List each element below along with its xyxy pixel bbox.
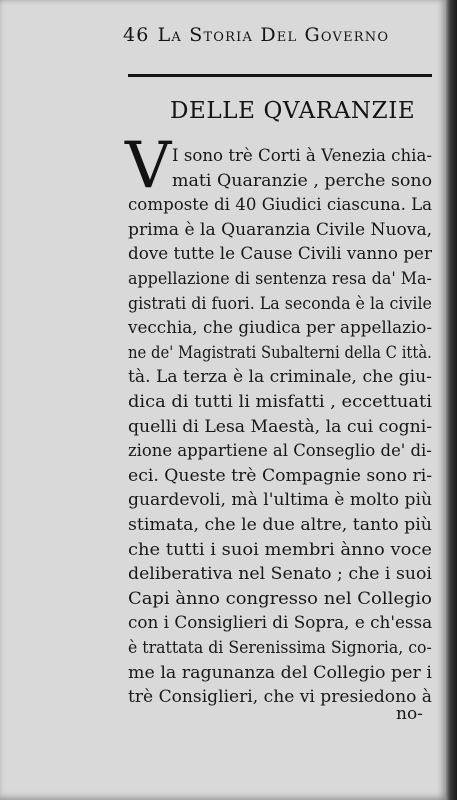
text-line: deliberativa nel Senato ; che i suoi xyxy=(128,564,432,585)
text-line: me la ragunanza del Collegio per i xyxy=(128,662,432,683)
text-line: trè Consiglieri, che vi presiedono à xyxy=(128,687,432,708)
page-edge-shadow xyxy=(446,0,457,800)
section-title: DELLE QVARANZIE xyxy=(170,98,416,124)
text-line: Capi ànno congresso nel Collegio xyxy=(128,588,432,609)
running-head xyxy=(123,24,423,46)
catchword: no- xyxy=(396,704,423,724)
text-line: appellazione di sentenza resa da' Ma- xyxy=(128,269,432,289)
drop-cap: V xyxy=(125,129,172,203)
running-head-title: La Storia Del Governo xyxy=(157,24,390,46)
text-line: che tutti i suoi membri ànno voce xyxy=(128,539,432,560)
text-line: vecchia, che giudica per appellazio- xyxy=(128,318,433,339)
text-line: dove tutte le Cause Civili vanno per xyxy=(128,244,433,265)
page-number: 46 xyxy=(123,24,150,46)
text-line: ne de' Magistrati Subalterni della C ittà. xyxy=(128,342,432,363)
text-line: eci. Queste trè Compagnie sono ri- xyxy=(128,465,433,486)
text-line: gistrati di fuori. La seconda è la civile xyxy=(128,293,432,314)
text-line: quelli di Lesa Maestà, la cui cogni- xyxy=(128,416,433,437)
text-line: I sono trè Corti à Venezia chia- xyxy=(172,146,432,166)
text-line: tà. La terza è la criminale, che giu- xyxy=(128,367,432,388)
header-rule xyxy=(128,74,432,77)
text-line: composte di 40 Giudici ciascuna. La xyxy=(128,195,433,216)
text-line: zione appartiene al Conseglio de' di- xyxy=(128,441,432,462)
text-line: prima è la Quaranzia Civile Nuova, xyxy=(128,219,433,240)
text-line: stimata, che le due altre, tanto più xyxy=(128,515,432,535)
text-line: mati Quaranzie , perche sono xyxy=(172,170,433,191)
text-line: con i Consiglieri di Sopra, e ch'essa xyxy=(128,613,433,634)
text-line: è trattata di Serenissima Signoria, co- xyxy=(128,638,432,658)
text-line: dica di tutti li misfatti , eccettuati xyxy=(128,392,432,412)
text-line: guardevoli, mà l'ultima è molto più xyxy=(128,490,433,511)
